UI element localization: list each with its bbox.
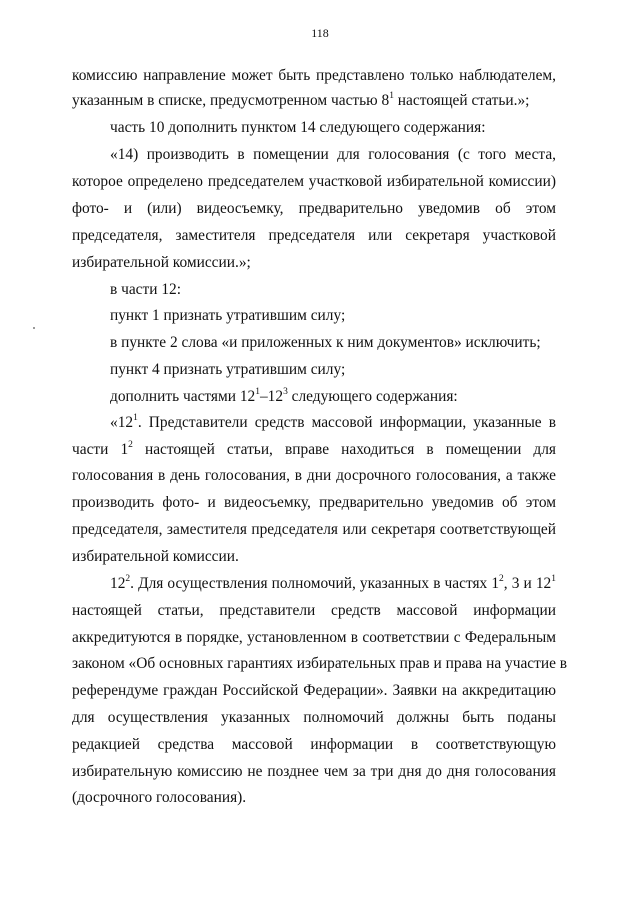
- superscript: 2: [125, 573, 131, 584]
- text-line: «$12^1$. Представители средств массовой информации, указанные в: [110, 412, 556, 431]
- superscript: 2: [499, 573, 504, 584]
- text-line: председателя, заместителя председателя или секретаря соответствующей: [72, 521, 556, 538]
- superscript: 1: [551, 573, 556, 584]
- text-line: избирательную комиссию не позднее чем за три дня до дня голосования: [72, 763, 556, 780]
- superscript: 1: [389, 90, 394, 101]
- text-line: которое определено председателем участковой избирательной комиссии): [72, 173, 556, 190]
- text-line: председателя, заместителя председателя или секретаря участковой: [72, 227, 556, 244]
- text-line: редакцией средства массовой информации в соответствующую: [72, 736, 556, 753]
- superscript: 1: [133, 412, 138, 423]
- text-line: законом «Об основных гарантиях избирательных прав и права на участие в: [72, 655, 568, 672]
- text-line: производить фото- и видеосъемку, предварительно уведомив об этом: [72, 494, 556, 511]
- text-line: в части 12:: [110, 281, 181, 298]
- text-line: настоящей статьи, представители средств массовой информации: [72, 602, 556, 619]
- text-line: дополнить частями $12^1-12^3$ следующего содержания:: [110, 386, 458, 405]
- superscript: 2: [128, 439, 133, 450]
- text-line: фото- и (или) видеосъемку, предварительно уведомив об этом: [72, 200, 556, 217]
- text-line: избирательной комиссии.»;: [72, 254, 251, 271]
- text-line: аккредитуются в порядке, установленном в соответствии с Федеральным: [72, 629, 556, 646]
- text-line: указанным в списке, предусмотренном частью $8^1$ настоящей статьи.»;: [72, 90, 530, 109]
- text-line: «14) производить в помещении для голосования (с того места,: [110, 146, 556, 163]
- superscript: 3: [283, 386, 288, 397]
- text-line: в пункте 2 слова «и приложенных к ним документов» исключить;: [110, 334, 541, 351]
- text-line: комиссию направление может быть представлено только наблюдателем,: [72, 67, 556, 84]
- text-line: часть 10 дополнить пунктом 14 следующего содержания:: [110, 119, 486, 136]
- text-line: референдуме граждан Российской Федерации». Заявки на аккредитацию: [72, 682, 556, 699]
- text-line: пункт 4 признать утратившим силу;: [110, 361, 346, 378]
- text-line: избирательной комиссии.: [72, 548, 239, 565]
- scan-speck: [33, 327, 35, 329]
- text-line: $12^2$. Для осуществления полномочий, указанных в частях $1^2$, 3 и $12^1$: [110, 573, 556, 592]
- text-line: для осуществления указанных полномочий должны быть поданы: [72, 709, 556, 726]
- superscript: 1: [255, 386, 260, 397]
- text-line: части $1^2$ настоящей статьи, вправе находиться в помещении для: [72, 439, 556, 458]
- text-line: пункт 1 признать утратившим силу;: [110, 307, 346, 324]
- text-line: (досрочного голосования).: [72, 789, 247, 806]
- page-number: 118: [311, 26, 329, 40]
- text-line: голосования в день голосования, в дни досрочного голосования, а также: [72, 467, 556, 484]
